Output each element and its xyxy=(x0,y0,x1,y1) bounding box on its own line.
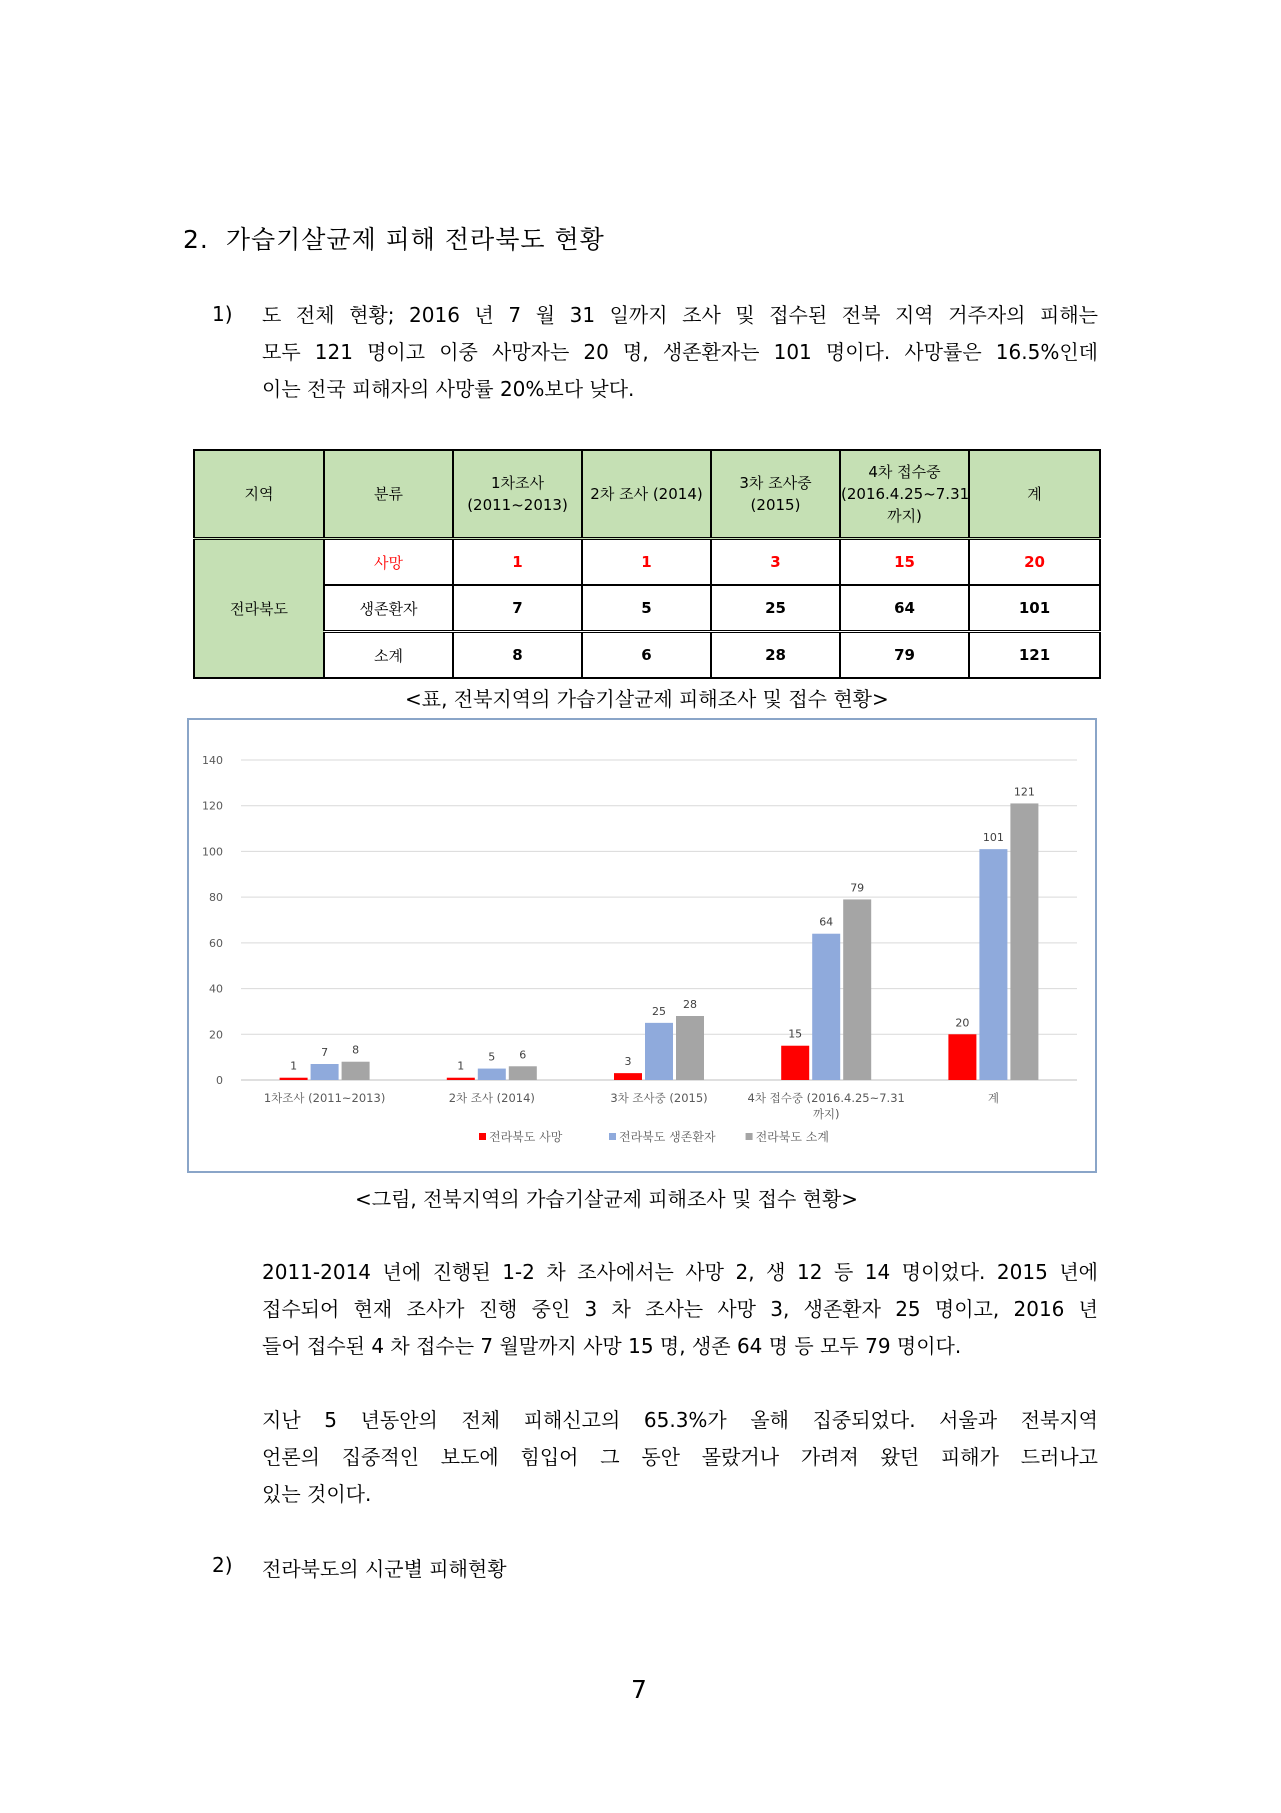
table-cell: 20 xyxy=(969,539,1100,586)
header-survey1-line1: 1차조사 xyxy=(490,474,544,492)
legend-swatch xyxy=(479,1133,486,1140)
data-label: 1 xyxy=(457,1059,465,1073)
bar xyxy=(645,1023,673,1080)
header-survey1-line2: (2011~2013) xyxy=(467,496,568,514)
page-number: 7 xyxy=(631,1675,647,1704)
x-tick-label: 까지) xyxy=(812,1107,840,1121)
header-survey4-line2: (2016.4.25~7.31 xyxy=(841,485,970,503)
x-tick-label: 계 xyxy=(987,1091,999,1105)
y-tick-label: 120 xyxy=(202,799,223,813)
bar xyxy=(447,1078,475,1080)
table-header-row xyxy=(194,450,1100,539)
header-survey2: 2차 조사 (2014) xyxy=(582,450,711,539)
table-row xyxy=(194,585,1100,632)
table-cell: 7 xyxy=(453,585,582,632)
bar xyxy=(311,1064,339,1080)
data-label: 101 xyxy=(982,831,1004,845)
table-cell: 25 xyxy=(711,585,840,632)
x-tick-label: 4차 접수중 (2016.4.25~7.31 xyxy=(747,1091,905,1105)
legend-label: 전라북도 사망 xyxy=(489,1130,563,1144)
table-cell: 5 xyxy=(582,585,711,632)
bar xyxy=(342,1062,370,1080)
item1-number: 1) xyxy=(212,302,233,326)
row-label-survivor: 생존환자 xyxy=(324,585,453,632)
data-label: 1 xyxy=(290,1059,298,1073)
data-label: 79 xyxy=(850,881,865,895)
legend-label: 전라북도 생존환자 xyxy=(619,1130,716,1144)
paragraph-2 xyxy=(262,1254,1098,1365)
paragraph-2-line: 들어 접수된 4 차 접수는 7 월말까지 사망 15 명, 생존 64 명 등 모두 79 명이다. xyxy=(262,1334,962,1358)
data-label: 5 xyxy=(488,1050,496,1064)
figure-caption: <그림, 전북지역의 가습기살균제 피해조사 및 접수 현황> xyxy=(355,1187,859,1211)
y-tick-label: 60 xyxy=(209,936,223,950)
row-label-death: 사망 xyxy=(324,539,453,586)
paragraph-3-line: 언론의 집중적인 보도에 힘입어 그 동안 몰랐거나 가려져 왔던 피해가 드러나고 xyxy=(262,1445,1098,1469)
y-tick-label: 80 xyxy=(209,891,223,905)
paragraph-3 xyxy=(262,1402,1098,1513)
x-tick-label: 2차 조사 (2014) xyxy=(448,1091,535,1105)
data-label: 15 xyxy=(788,1027,803,1041)
bar xyxy=(979,849,1007,1080)
table-cell: 6 xyxy=(582,632,711,679)
header-survey4-line1: 4차 접수중 xyxy=(868,463,941,481)
paragraph-3-line: 지난 5 년동안의 전체 피해신고의 65.3%가 올해 집중되었다. 서울과 전북지역 xyxy=(262,1408,1098,1432)
table-cell: 3 xyxy=(711,539,840,586)
bar xyxy=(1010,803,1038,1080)
header-survey3-line1: 3차 조사중 xyxy=(739,474,812,492)
data-label: 3 xyxy=(624,1055,632,1069)
header-survey1 xyxy=(453,450,582,539)
item1-line: 모두 121 명이고 이중 사망자는 20 명, 생존환자는 101 명이다. 사망률은 16.5%인데 xyxy=(262,340,1098,364)
paragraph-2-line: 접수되어 현재 조사가 진행 중인 3 차 조사는 사망 3, 생존환자 25 명이고, 2016 년 xyxy=(262,1297,1098,1321)
paragraph-2-line: 2011-2014 년에 진행된 1-2 차 조사에서는 사망 2, 생 12 등 14 명이었다. 2015 년에 xyxy=(262,1260,1098,1284)
data-label: 121 xyxy=(1013,785,1035,799)
data-label: 7 xyxy=(321,1046,329,1059)
table-cell: 79 xyxy=(840,632,969,679)
bar-chart-svg xyxy=(189,720,1095,1171)
table-caption: <표, 전북지역의 가습기살균제 피해조사 및 접수 현황> xyxy=(405,687,889,711)
header-survey3-line2: (2015) xyxy=(750,496,801,514)
bar-chart xyxy=(187,718,1097,1173)
damage-table xyxy=(193,449,1101,679)
y-tick-label: 100 xyxy=(202,845,223,859)
table-cell: 121 xyxy=(969,632,1100,679)
table-cell: 1 xyxy=(453,539,582,586)
bar xyxy=(948,1034,976,1080)
bar xyxy=(614,1073,642,1080)
header-total: 계 xyxy=(969,450,1100,539)
item1-paragraph xyxy=(262,297,1098,408)
header-survey3 xyxy=(711,450,840,539)
header-category: 분류 xyxy=(324,450,453,539)
table-cell: 28 xyxy=(711,632,840,679)
table-cell: 15 xyxy=(840,539,969,586)
data-label: 20 xyxy=(955,1016,970,1030)
table-cell: 8 xyxy=(453,632,582,679)
data-label: 28 xyxy=(683,998,697,1011)
data-label: 64 xyxy=(819,915,834,929)
section-title xyxy=(183,220,605,256)
y-tick-label: 0 xyxy=(216,1074,223,1087)
header-survey4-line3: 까지) xyxy=(887,507,922,525)
header-survey4 xyxy=(840,450,969,539)
table-cell: 101 xyxy=(969,585,1100,632)
y-tick-label: 20 xyxy=(209,1028,223,1042)
row-label-subtotal: 소계 xyxy=(324,632,453,679)
item2-text: 전라북도의 시군별 피해현황 xyxy=(262,1557,507,1581)
bar xyxy=(781,1046,809,1080)
bar xyxy=(812,934,840,1080)
table-row xyxy=(194,632,1100,679)
legend-swatch xyxy=(746,1133,753,1140)
bar xyxy=(676,1016,704,1080)
bar xyxy=(478,1069,506,1080)
y-tick-label: 140 xyxy=(202,754,223,767)
x-tick-label: 3차 조사중 (2015) xyxy=(610,1091,708,1105)
region-cell: 전라북도 xyxy=(194,539,324,679)
legend-label: 전라북도 소계 xyxy=(755,1130,829,1144)
bar xyxy=(280,1078,308,1080)
item2-number: 2) xyxy=(212,1553,233,1577)
data-label: 25 xyxy=(652,1004,666,1018)
data-label: 8 xyxy=(352,1043,360,1057)
table-cell: 64 xyxy=(840,585,969,632)
header-region: 지역 xyxy=(194,450,324,539)
y-tick-label: 40 xyxy=(209,982,223,996)
paragraph-3-line: 있는 것이다. xyxy=(262,1482,372,1506)
table-cell: 1 xyxy=(582,539,711,586)
section-title-text: 가습기살균제 피해 전라북도 현황 xyxy=(225,225,605,254)
legend-swatch xyxy=(609,1133,616,1140)
bar xyxy=(509,1066,537,1080)
x-tick-label: 1차조사 (2011~2013) xyxy=(263,1091,386,1105)
section-number: 2. xyxy=(183,225,209,254)
item1-line: 도 전체 현황; 2016 년 7 월 31 일까지 조사 및 접수된 전북 지역 거주자의 피해는 xyxy=(262,303,1098,327)
data-label: 6 xyxy=(519,1048,527,1062)
table-row xyxy=(194,539,1100,586)
bar xyxy=(843,899,871,1080)
item1-line: 이는 전국 피해자의 사망률 20%보다 낮다. xyxy=(262,377,635,401)
